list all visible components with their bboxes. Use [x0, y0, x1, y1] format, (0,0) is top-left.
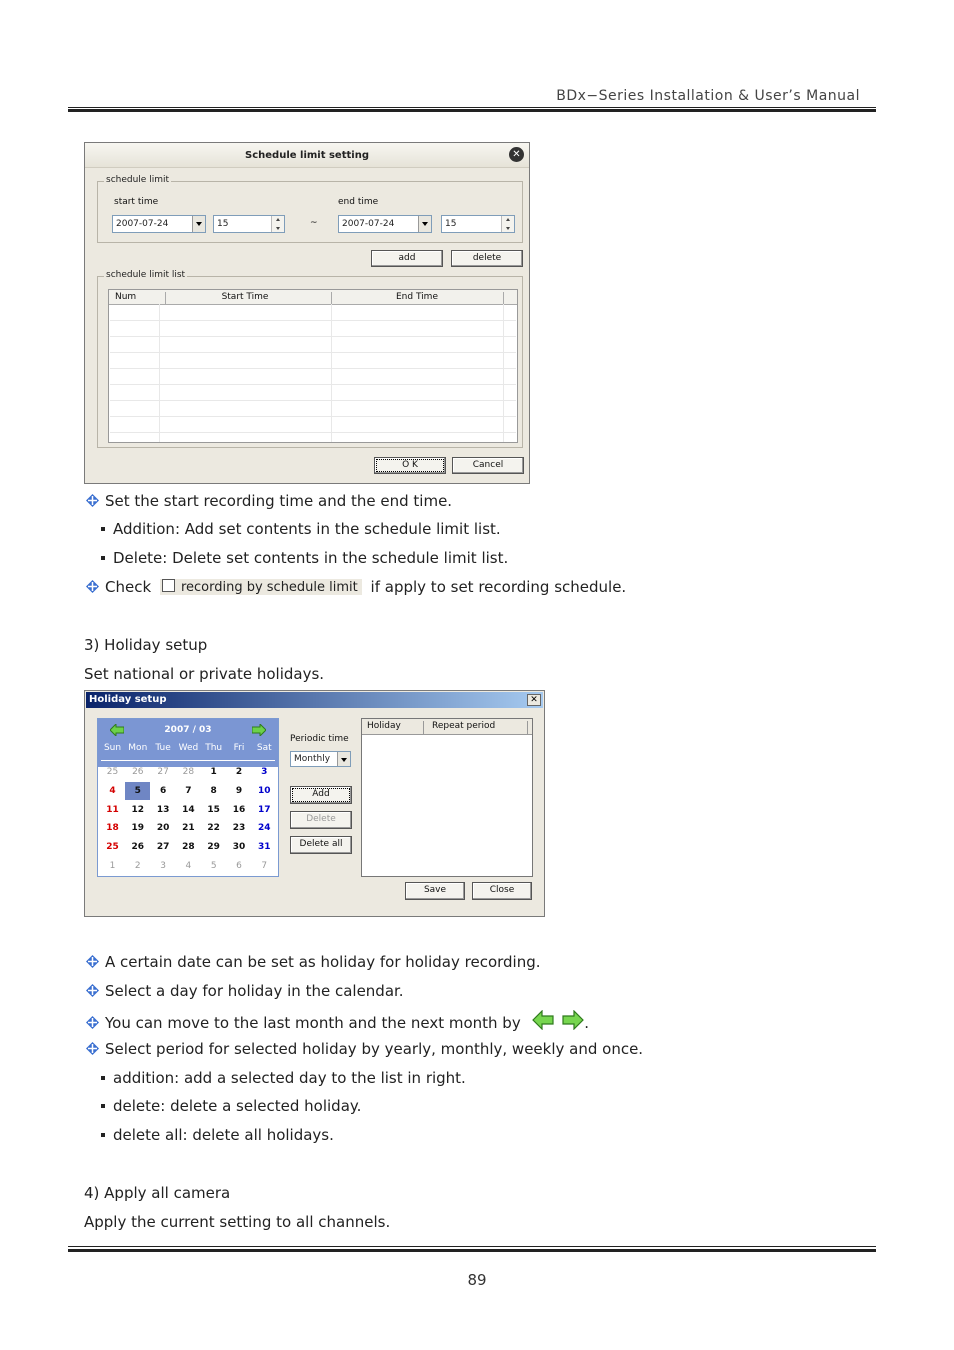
calendar-day[interactable]: 17: [258, 804, 271, 815]
blue-diamond-bullet-icon: [86, 984, 99, 997]
holiday-list-header: [362, 719, 532, 735]
calendar-day[interactable]: 1: [210, 767, 217, 777]
end-date-value: 2007-07-24: [342, 219, 395, 229]
bullet-text: Set the start recording time and the end time.: [105, 492, 453, 510]
calendar-day[interactable]: 28: [182, 842, 195, 853]
weekday-label: Sat: [256, 743, 272, 753]
blue-diamond-bullet-icon: [86, 494, 99, 507]
column-divider: [503, 304, 504, 442]
calendar-day[interactable]: 9: [235, 785, 243, 796]
bullet-item: [86, 578, 626, 596]
blue-diamond-bullet-icon: [86, 1016, 99, 1029]
calendar-day[interactable]: 13: [156, 804, 170, 815]
column-divider: [331, 304, 332, 442]
calendar-day[interactable]: 5: [210, 861, 217, 871]
manual-header: BDx−Series Installation & User’s Manual: [556, 88, 860, 104]
calendar-month-label: 2007 / 03: [164, 725, 212, 735]
calendar-day[interactable]: 7: [185, 785, 192, 796]
sub-item: [101, 1069, 466, 1087]
calendar-day[interactable]: 30: [232, 842, 246, 853]
chevron-down-icon[interactable]: [418, 216, 431, 232]
spinner-arrows-icon[interactable]: [271, 216, 284, 232]
weekday-label: Tue: [155, 743, 171, 753]
dialog-titlebar: [86, 692, 543, 708]
calendar-day[interactable]: 27: [156, 842, 170, 853]
section-intro: Set national or private holidays.: [84, 665, 325, 683]
calendar-day[interactable]: 23: [232, 823, 246, 834]
calendar-day[interactable]: 3: [261, 767, 268, 777]
calendar-day[interactable]: 27: [157, 767, 169, 777]
next-month-arrow-icon: [562, 1010, 584, 1030]
calendar-day[interactable]: 18: [106, 823, 119, 834]
table-row[interactable]: [110, 336, 516, 337]
ok-button[interactable]: O K: [374, 457, 446, 474]
calendar-day[interactable]: 22: [207, 823, 220, 834]
bullet-item: [86, 492, 452, 510]
table-row[interactable]: [110, 416, 516, 417]
header-rule-thin: [68, 107, 876, 108]
close-button[interactable]: Close: [472, 882, 532, 900]
blue-diamond-bullet-icon: [86, 580, 99, 593]
calendar-day[interactable]: 19: [131, 823, 145, 834]
start-date-select[interactable]: [112, 215, 206, 233]
checkbox[interactable]: [162, 579, 175, 592]
end-time-label: end time: [338, 197, 379, 207]
schedule-limit-list-group: [97, 270, 523, 448]
table-row[interactable]: [110, 368, 516, 369]
calendar-day[interactable]: 4: [185, 861, 192, 871]
table-row[interactable]: [110, 432, 516, 433]
calendar-day[interactable]: 25: [106, 842, 119, 853]
weekday-label: Sun: [103, 743, 122, 753]
holiday-calendar: [97, 718, 279, 877]
bullet-text: You can move to the last month and the next month by: [105, 1014, 521, 1032]
calendar-day[interactable]: 29: [207, 842, 220, 853]
calendar-day[interactable]: 6: [159, 785, 167, 796]
bullet-item: [86, 953, 541, 971]
column-repeat-period[interactable]: Repeat period: [428, 721, 528, 734]
page-number: 89: [467, 1271, 487, 1289]
blue-diamond-bullet-icon: [86, 1042, 99, 1055]
delete-button[interactable]: delete: [451, 250, 523, 267]
calendar-day[interactable]: 21: [182, 823, 195, 834]
weekday-label: Thu: [205, 743, 223, 753]
calendar-day[interactable]: 2: [134, 861, 141, 871]
calendar-day[interactable]: 25: [106, 767, 119, 777]
calendar-day[interactable]: 15: [207, 804, 220, 815]
column-divider: [159, 304, 160, 442]
calendar-day[interactable]: 3: [160, 861, 166, 871]
end-hour-spinner[interactable]: [441, 215, 515, 233]
bullet-item: [86, 1040, 643, 1058]
close-icon[interactable]: ✕: [509, 147, 524, 162]
dialog-title: Holiday setup: [89, 694, 167, 705]
holiday-setup-dialog: [84, 690, 545, 917]
table-row[interactable]: [110, 352, 516, 353]
sub-item-text: Addition: Add set contents in the schedule limit list.: [113, 520, 501, 538]
weekday-label: Wed: [178, 743, 199, 753]
calendar-day[interactable]: 6: [236, 861, 242, 871]
calendar-day[interactable]: 26: [132, 767, 144, 777]
holiday-list[interactable]: [361, 718, 533, 877]
next-month-arrow-icon[interactable]: [252, 724, 266, 736]
sub-item-text: delete: delete a selected holiday.: [113, 1097, 362, 1115]
section-heading: 3) Holiday setup: [84, 636, 208, 654]
periodic-time-label: Periodic time: [290, 734, 349, 744]
sub-item: [101, 1126, 334, 1144]
dialog-title: Schedule limit setting: [245, 150, 369, 161]
calendar-day[interactable]: 24: [258, 823, 271, 834]
recording-checkbox-sample[interactable]: [160, 579, 362, 595]
end-date-select[interactable]: [338, 215, 432, 233]
bullet-text: Select a day for holiday in the calendar.: [105, 982, 404, 1000]
calendar-day[interactable]: 11: [106, 804, 119, 815]
calendar-day[interactable]: 26: [131, 842, 145, 853]
start-time-label: start time: [114, 197, 159, 207]
calendar-day[interactable]: 28: [182, 767, 195, 777]
weekday-label: Fri: [233, 743, 245, 753]
column-end-time[interactable]: End Time: [331, 292, 504, 304]
square-bullet-icon: [101, 1076, 105, 1080]
dialog-titlebar: [85, 143, 529, 168]
sub-item-text: Delete: Delete set contents in the schedule limit list.: [113, 549, 509, 567]
table-row[interactable]: [110, 384, 516, 385]
periodic-time-select[interactable]: [290, 751, 351, 767]
bullet-text: .: [584, 1014, 590, 1032]
calendar-divider: [101, 760, 275, 761]
bullet-text: A certain date can be set as holiday for holiday recording.: [105, 953, 541, 971]
sub-item-text: addition: add a selected day to the list in right.: [113, 1069, 466, 1087]
table-row[interactable]: [110, 320, 516, 321]
calendar-day[interactable]: 10: [258, 785, 271, 796]
blue-diamond-bullet-icon: [86, 955, 99, 968]
sub-item: [101, 520, 501, 538]
column-holiday[interactable]: Holiday: [362, 721, 424, 734]
calendar-day[interactable]: 12: [131, 804, 145, 815]
calendar-day[interactable]: 31: [258, 842, 271, 853]
bullet-text: if apply to set recording schedule.: [370, 578, 627, 596]
section-text: Apply the current setting to all channels.: [84, 1213, 391, 1231]
calendar-day[interactable]: 4: [109, 785, 116, 796]
delete-all-holidays-button[interactable]: Delete all: [290, 836, 352, 854]
start-hour-spinner[interactable]: [213, 215, 285, 233]
calendar-day[interactable]: 7: [261, 861, 268, 871]
schedule-limit-table[interactable]: [108, 289, 518, 443]
square-bullet-icon: [101, 556, 105, 560]
add-button[interactable]: add: [371, 250, 443, 267]
square-bullet-icon: [101, 1133, 105, 1137]
footer-rule-thin: [68, 1246, 876, 1247]
calendar-day[interactable]: 1: [109, 861, 116, 871]
previous-month-arrow-icon: [532, 1010, 554, 1030]
table-header: [109, 290, 517, 305]
chevron-down-icon[interactable]: [192, 216, 205, 232]
calendar-day[interactable]: 14: [182, 804, 195, 815]
group-label: schedule limit list: [106, 270, 186, 280]
add-holiday-button[interactable]: Add: [290, 786, 352, 804]
spinner-arrows-icon[interactable]: [501, 216, 514, 232]
cancel-button[interactable]: Cancel: [452, 457, 524, 474]
schedule-limit-group: [97, 175, 523, 243]
start-date-value: 2007-07-24: [116, 219, 169, 229]
periodic-time-value: Monthly: [294, 754, 331, 764]
save-button[interactable]: Save: [405, 882, 465, 900]
calendar-day[interactable]: 2: [235, 767, 243, 777]
chevron-down-icon[interactable]: [337, 752, 350, 766]
calendar-day[interactable]: 5: [125, 782, 150, 800]
group-label: schedule limit: [106, 175, 169, 185]
close-icon[interactable]: ✕: [527, 694, 541, 706]
calendar-day[interactable]: 20: [156, 823, 170, 834]
header-rule-thick: [68, 109, 876, 112]
calendar-day[interactable]: 8: [210, 785, 217, 796]
footer-rule-thick: [68, 1249, 876, 1252]
table-row[interactable]: [110, 400, 516, 401]
sub-item: [101, 549, 508, 567]
range-tilde: ~: [310, 218, 318, 228]
sub-item: [101, 1097, 361, 1115]
bullet-item: [86, 1010, 589, 1032]
bullet-item: [86, 982, 404, 1000]
column-num[interactable]: Num: [109, 292, 166, 304]
delete-holiday-button[interactable]: Delete: [290, 811, 352, 829]
bullet-text: Select period for selected holiday by yearly, monthly, weekly and once.: [105, 1040, 644, 1058]
start-hour-value: 15: [217, 219, 229, 229]
bullet-text: Check: [105, 578, 152, 596]
square-bullet-icon: [101, 527, 105, 531]
column-start-time[interactable]: Start Time: [159, 292, 332, 304]
square-bullet-icon: [101, 1104, 105, 1108]
calendar-day[interactable]: 16: [232, 804, 246, 815]
end-hour-value: 15: [445, 219, 457, 229]
weekday-label: Mon: [128, 743, 148, 753]
schedule-limit-dialog: [84, 142, 530, 484]
section-heading: 4) Apply all camera: [84, 1184, 231, 1202]
checkbox-label: recording by schedule limit: [180, 580, 358, 595]
sub-item-text: delete all: delete all holidays.: [113, 1126, 334, 1144]
